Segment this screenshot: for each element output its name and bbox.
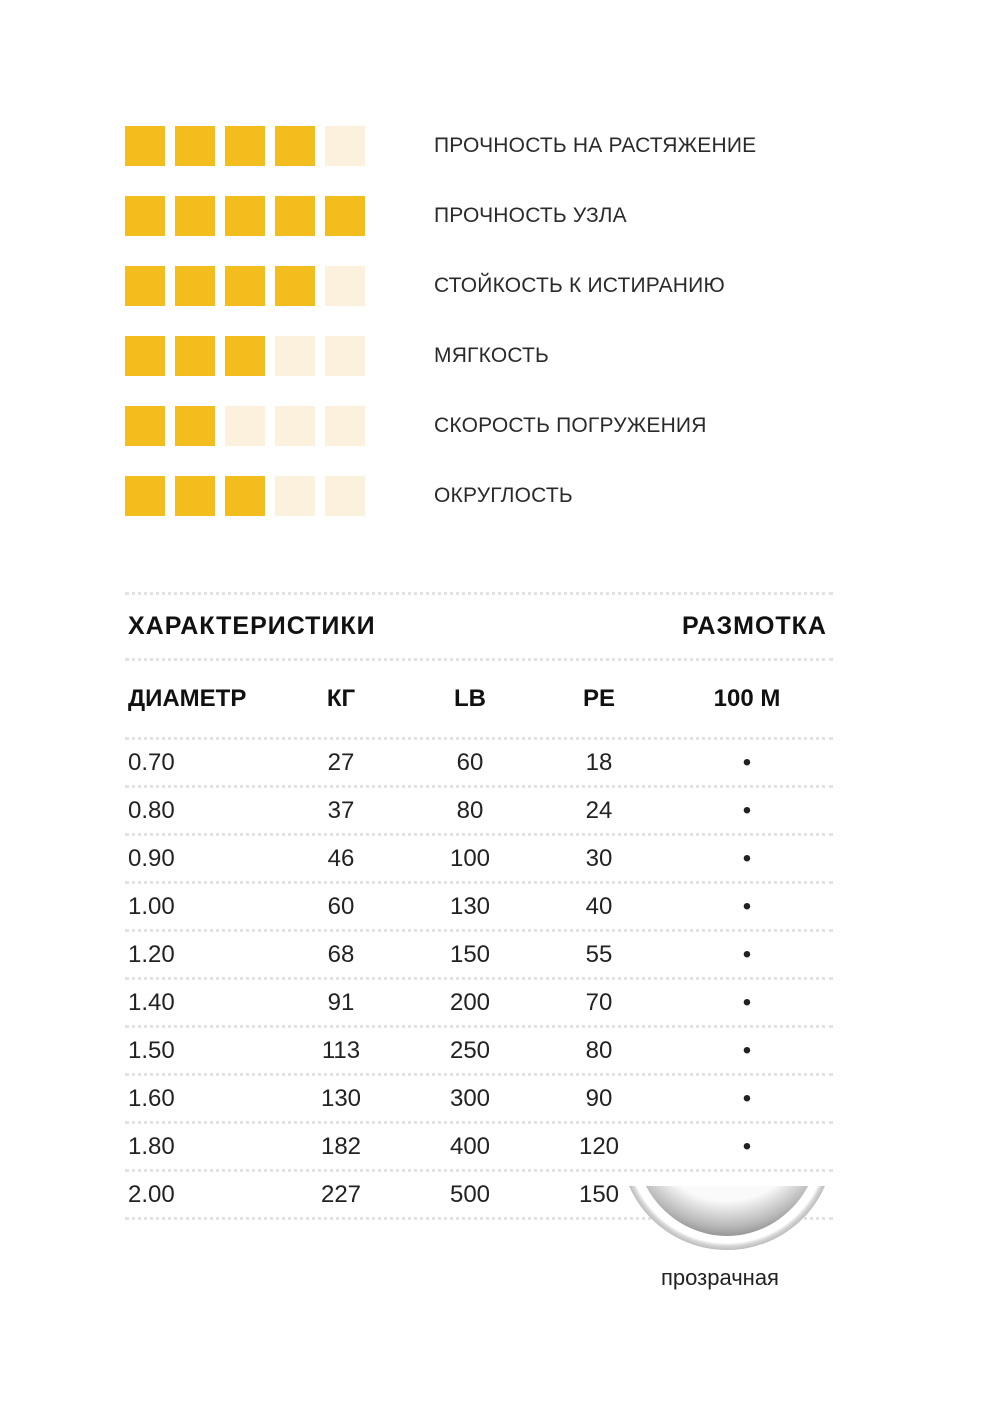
rating-label: ОКРУГЛОСТЬ <box>434 484 573 507</box>
rating-label: ПРОЧНОСТЬ НА РАСТЯЖЕНИЕ <box>434 134 757 157</box>
rating-square-filled <box>325 196 365 236</box>
table-row <box>125 788 833 833</box>
table-row <box>125 836 833 881</box>
cell-100m: • <box>742 797 752 824</box>
col-lb: LB <box>454 685 486 712</box>
cell-kg: 46 <box>327 845 355 872</box>
cell-pe: 55 <box>585 941 613 968</box>
cell-100m: • <box>742 893 752 920</box>
cell-100m: • <box>742 749 752 776</box>
cell-pe: 120 <box>578 1133 620 1160</box>
rating-squares <box>125 266 365 306</box>
cell-kg: 27 <box>327 749 355 776</box>
cell-kg: 37 <box>327 797 355 824</box>
rating-squares <box>125 406 365 446</box>
rating-square-filled <box>225 266 265 306</box>
cell-diameter: 1.50 <box>128 1037 175 1064</box>
cell-lb: 500 <box>449 1181 491 1208</box>
rating-square-filled <box>125 406 165 446</box>
rating-label: СКОРОСТЬ ПОГРУЖЕНИЯ <box>434 414 707 437</box>
col-kg: КГ <box>326 685 356 712</box>
cell-pe: 40 <box>585 893 613 920</box>
table-row <box>125 932 833 977</box>
cell-diameter: 1.60 <box>128 1085 175 1112</box>
rating-square-filled <box>125 336 165 376</box>
cell-kg: 60 <box>327 893 355 920</box>
col-pe: PE <box>582 685 615 712</box>
cell-pe: 70 <box>585 989 613 1016</box>
cell-lb: 150 <box>449 941 491 968</box>
rating-label: МЯГКОСТЬ <box>434 344 550 367</box>
table-title: ХАРАКТЕРИСТИКИ <box>128 612 376 640</box>
rating-square-filled <box>225 476 265 516</box>
cell-kg: 68 <box>327 941 355 968</box>
cell-lb: 200 <box>449 989 491 1016</box>
rating-label: ПРОЧНОСТЬ УЗЛА <box>434 204 627 227</box>
table-row <box>125 980 833 1025</box>
table-row <box>125 1076 833 1121</box>
table-body <box>125 740 833 1220</box>
rating-square-empty <box>225 406 265 446</box>
table-header <box>125 595 833 658</box>
cell-100m: • <box>742 1133 752 1160</box>
cell-100m: • <box>742 941 752 968</box>
cell-diameter: 0.90 <box>128 845 175 872</box>
cell-diameter: 1.80 <box>128 1133 175 1160</box>
rating-squares <box>125 126 365 166</box>
table-row <box>125 884 833 929</box>
rating-squares <box>125 476 365 516</box>
cell-lb: 130 <box>449 893 491 920</box>
rating-square-empty <box>275 406 315 446</box>
rating-squares <box>125 196 365 236</box>
col-100m: 100 М <box>713 685 781 712</box>
cell-diameter: 1.20 <box>128 941 175 968</box>
rating-square-filled <box>125 196 165 236</box>
rating-square-empty <box>325 336 365 376</box>
cell-pe: 150 <box>578 1181 620 1208</box>
rating-square-filled <box>275 266 315 306</box>
rating-square-empty <box>275 336 315 376</box>
cell-lb: 60 <box>456 749 484 776</box>
rating-square-filled <box>175 476 215 516</box>
rating-square-filled <box>225 196 265 236</box>
cell-diameter: 1.00 <box>128 893 175 920</box>
cell-lb: 400 <box>449 1133 491 1160</box>
cell-100m: • <box>742 1085 752 1112</box>
spool-title: РАЗМОТКА <box>681 612 827 640</box>
cell-100m: • <box>742 845 752 872</box>
cell-pe: 24 <box>585 797 613 824</box>
table-row <box>125 740 833 785</box>
rating-square-filled <box>175 266 215 306</box>
rating-square-filled <box>275 196 315 236</box>
cell-100m: • <box>742 1037 752 1064</box>
rating-square-filled <box>175 126 215 166</box>
rating-label: СТОЙКОСТЬ К ИСТИРАНИЮ <box>434 274 725 297</box>
rating-square-empty <box>325 406 365 446</box>
cell-kg: 182 <box>320 1133 362 1160</box>
table-row <box>125 1028 833 1073</box>
rating-square-filled <box>125 476 165 516</box>
color-label: прозрачная <box>661 1265 779 1290</box>
cell-diameter: 0.70 <box>128 749 175 776</box>
rating-square-empty <box>275 476 315 516</box>
rating-square-filled <box>225 126 265 166</box>
rating-square-filled <box>275 126 315 166</box>
rating-square-filled <box>175 336 215 376</box>
cell-diameter: 0.80 <box>128 797 175 824</box>
cell-kg: 91 <box>327 989 355 1016</box>
cell-pe: 80 <box>585 1037 613 1064</box>
cell-pe: 90 <box>585 1085 613 1112</box>
cell-kg: 227 <box>320 1181 362 1208</box>
cell-100m: • <box>742 989 752 1016</box>
rating-squares <box>125 336 365 376</box>
cell-lb: 300 <box>449 1085 491 1112</box>
rating-square-empty <box>325 126 365 166</box>
rating-square-filled <box>125 266 165 306</box>
cell-kg: 130 <box>320 1085 362 1112</box>
column-headers <box>125 661 833 737</box>
cell-kg: 113 <box>321 1037 361 1064</box>
cell-pe: 18 <box>585 749 613 776</box>
rating-square-filled <box>175 406 215 446</box>
cell-lb: 80 <box>456 797 484 824</box>
cell-lb: 100 <box>449 845 491 872</box>
cell-diameter: 2.00 <box>128 1181 175 1208</box>
rating-square-filled <box>175 196 215 236</box>
specs-table <box>125 592 833 1220</box>
rating-square-empty <box>325 476 365 516</box>
cell-lb: 250 <box>449 1037 491 1064</box>
rating-square-filled <box>125 126 165 166</box>
cell-pe: 30 <box>585 845 613 872</box>
spool-image <box>620 1186 834 1252</box>
cell-diameter: 1.40 <box>128 989 175 1016</box>
table-row <box>125 1124 833 1169</box>
col-diameter: ДИАМЕТР <box>128 685 247 712</box>
rating-square-filled <box>225 336 265 376</box>
rating-square-empty <box>325 266 365 306</box>
